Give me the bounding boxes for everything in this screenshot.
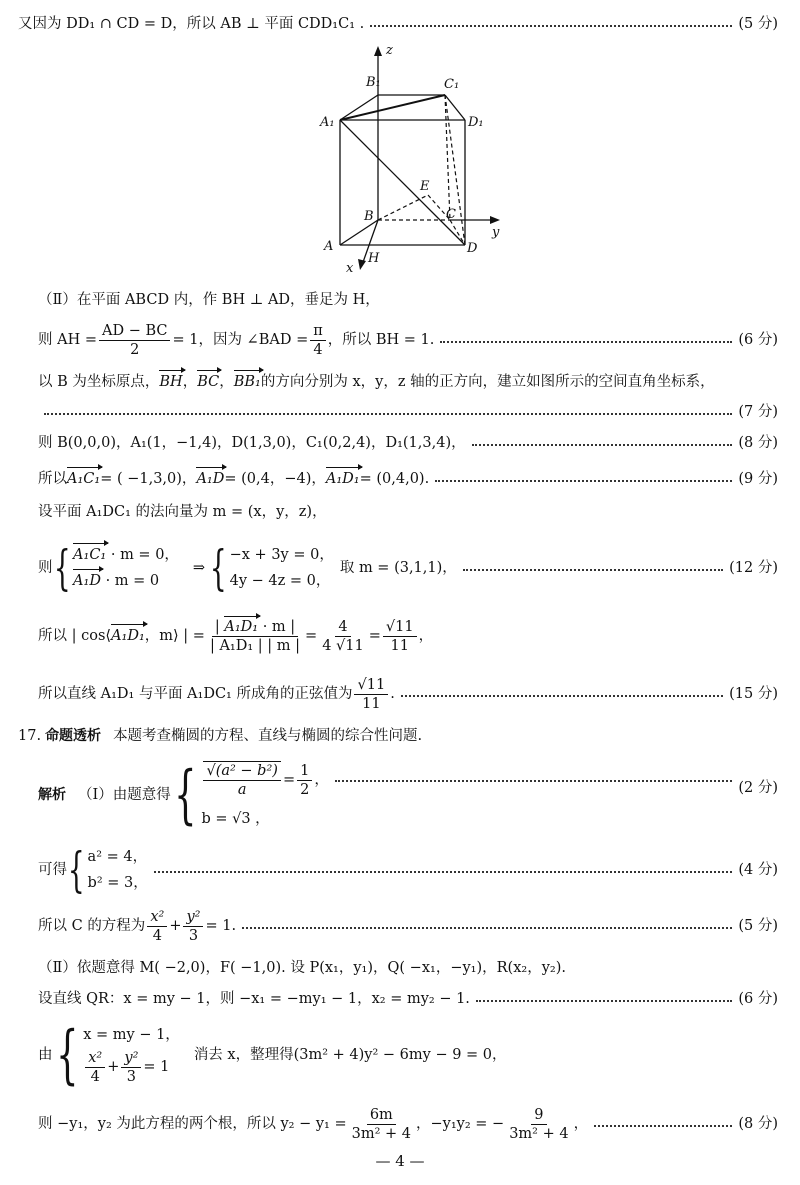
fraction-denominator: 3 (126, 1068, 136, 1085)
fraction-numerator: 9 (531, 1106, 546, 1125)
fraction-denominator: 3m² + 4 (509, 1125, 569, 1142)
line-15-post: = 1. (205, 918, 237, 934)
leader-dots (335, 770, 733, 782)
leader-dots (401, 685, 723, 697)
fraction (349, 1106, 414, 1143)
fraction-numerator: 6m (367, 1106, 396, 1125)
line-17 (38, 989, 778, 1009)
fraction-numerator: √(a² − b²) (203, 761, 280, 781)
label-z: z (386, 43, 393, 58)
line-3-mid: = 1，因为 ∠BAD = (172, 332, 309, 348)
vector-bc: BC (197, 374, 220, 390)
fraction-numerator: √11 (354, 676, 388, 695)
points-label: (9 分) (738, 471, 778, 487)
line-8 (38, 502, 778, 522)
fraction-numerator: π (310, 322, 326, 341)
vector-a1c1: A₁C₁ (67, 471, 101, 487)
label-d1: D₁ (468, 115, 484, 130)
fraction-numerator: AD − BC (99, 322, 170, 341)
equation-system (53, 540, 179, 596)
line-14 (38, 842, 778, 898)
fraction-denominator: 3 (188, 927, 199, 944)
leader-dots (435, 470, 732, 482)
hidden-segment-b-e (378, 195, 428, 220)
fraction (506, 1106, 571, 1143)
vector-a1d1: A₁D₁ (224, 618, 259, 635)
leader-dots (440, 331, 732, 343)
leader-dots (242, 917, 732, 929)
line-18-post: 消去 x，整理得(3m² + 4)y² − 6my − 9 = 0， (193, 1047, 507, 1063)
fraction: $\frac{\text{| A₁D₁ · m |}}{\text{| A₁D₁ | | m |}}$ (207, 618, 303, 655)
line-4-pre: 以 B 为坐标原点， (38, 374, 160, 390)
fraction-numerator: y² (121, 1049, 141, 1068)
label-a1: A₁ (320, 115, 335, 130)
fraction-denominator: 4 (313, 341, 323, 358)
label-e: E (420, 179, 430, 194)
label-b1: B₁ (366, 75, 381, 90)
leader-dots (44, 403, 732, 415)
system-row: x = my − 1， (83, 1026, 180, 1043)
brace-icon: { (173, 758, 197, 832)
points-label: (12 分) (729, 560, 778, 576)
line-2-text: （Ⅱ）在平面 ABCD 内，作 BH ⊥ AD，垂足为 H， (38, 292, 380, 308)
fraction (203, 761, 280, 799)
y-arrow-icon (490, 216, 500, 224)
fraction-numerator: 4 (335, 618, 350, 637)
fraction (297, 762, 312, 799)
fraction (85, 1049, 105, 1086)
vector-a1d1: A₁D₁ (325, 471, 360, 487)
line-3-pre: 则 AH = (38, 332, 97, 348)
line-18 (38, 1020, 778, 1090)
fraction-denominator: | A₁D₁ | | m | (209, 637, 301, 654)
line-5 (38, 402, 778, 422)
segment-a1-c1 (340, 95, 445, 120)
system-row: · m = 0 (105, 573, 160, 589)
implies-arrow: ⇒ (192, 560, 206, 576)
vector-bb1: BB₁ (233, 374, 261, 390)
fraction (121, 1049, 141, 1086)
line-7-t3: = (0,4,0). (359, 471, 430, 487)
line-11-pre: 所以直线 A₁D₁ 与平面 A₁DC₁ 所成角的正弦值为 (38, 686, 353, 702)
line-6 (38, 433, 778, 453)
points-label: (6 分) (738, 991, 778, 1007)
line-4-post: 的方向分别为 x，y，z 轴的正方向，建立如图所示的空间直角坐标系， (260, 374, 715, 390)
equation-system (171, 758, 329, 832)
equals-sign: = (282, 772, 296, 788)
hidden-segment-c1-d (445, 95, 465, 245)
line-11-post: . (390, 686, 395, 702)
section-heading: 解析 (38, 787, 66, 803)
brace-icon: { (209, 540, 227, 596)
z-arrow-icon (374, 46, 382, 56)
points-label: (5 分) (738, 16, 778, 32)
equals-sign: = (368, 628, 381, 644)
points-label: (7 分) (738, 404, 778, 420)
plus-sign: + (107, 1059, 120, 1075)
label-h: H (368, 251, 380, 266)
line-19-mid: ，−y₁y₂ = − (416, 1116, 505, 1132)
leader-dots (370, 15, 732, 27)
brace-icon: { (67, 842, 85, 898)
fraction-denominator: 4 (90, 1068, 100, 1085)
fraction-denominator: 3m² + 4 (351, 1125, 412, 1142)
geometry-figure (310, 40, 520, 275)
line-15-pre: 所以 C 的方程为 (38, 918, 146, 934)
fraction (183, 908, 203, 945)
points-label: (5 分) (738, 918, 778, 934)
system-row: b = √3 ， (201, 811, 270, 827)
equation-system (209, 540, 334, 596)
line-2 (38, 290, 778, 310)
line-19-post: ， (573, 1116, 589, 1132)
equation-system (53, 1018, 180, 1092)
line-7-pre: 所以 (38, 471, 67, 487)
line-13-pre: （Ⅰ）由题意得 (78, 787, 171, 803)
equals-sign: = (305, 628, 318, 644)
section-heading: 命题透析 (45, 728, 102, 744)
line-7-t2: = (0,4，−4)， (224, 471, 326, 487)
line-9 (38, 540, 778, 596)
label-c1: C₁ (444, 77, 460, 92)
line-14-pre: 可得 (38, 862, 67, 878)
vector-a1d1: A₁D₁ (111, 628, 145, 644)
fraction (319, 618, 367, 655)
system-row: a² = 4， (87, 849, 148, 865)
vector-a1d: A₁D (196, 471, 225, 487)
label-d: D (467, 241, 478, 256)
brace-icon: { (55, 1018, 79, 1092)
plus-sign: + (169, 918, 182, 934)
system-row: · m = 0， (110, 547, 179, 563)
leader-dots (463, 559, 723, 571)
leader-dots (472, 434, 733, 446)
equation-system (67, 842, 148, 898)
label-b: B (364, 209, 374, 224)
line-3 (38, 322, 778, 358)
line-1-text: 又因为 DD₁ ∩ CD = D，所以 AB ⊥ 平面 CDD₁C₁ . (18, 16, 365, 32)
fraction (147, 908, 167, 945)
fraction-numerator: x² (85, 1049, 105, 1068)
line-16-text: （Ⅱ）依题意得 M( −2,0)，F( −1,0). 设 P(x₁，y₁)，Q( −x₁，−y₁)，R(x₂，y₂). (38, 960, 566, 976)
leader-dots (154, 861, 733, 873)
fraction (99, 322, 170, 359)
line-4: 以 B 为坐标原点， BH ， BC ， BB₁ 的方向分别为 x，y，z 轴的正方向，建立如图所示的空间直角坐标系， (38, 374, 715, 390)
line-1 (18, 14, 778, 34)
line-10-mid: ，m⟩ | = (144, 628, 205, 644)
x-arrow-icon (358, 259, 366, 270)
fraction-denominator: 11 (362, 695, 381, 712)
line-19-pre: 则 −y₁，y₂ 为此方程的两个根，所以 y₂ − y₁ = (38, 1116, 347, 1132)
points-label: (2 分) (738, 780, 778, 796)
fraction (383, 618, 417, 655)
fraction-denominator: a (237, 782, 247, 798)
line-12-text: 本题考查椭圆的方程、直线与椭圆的综合性问题. (113, 728, 423, 744)
line-3-post: ，所以 BH = 1. (327, 332, 435, 348)
line-15 (38, 906, 778, 946)
line-9-pre: 则 (38, 560, 53, 576)
line-17-text: 设直线 QR：x = my − 1，则 −x₁ = −my₁ − 1，x₂ = my₂ − 1. (38, 991, 470, 1007)
fraction-numerator: 1 (297, 762, 312, 781)
points-label: (8 分) (738, 1116, 778, 1132)
fraction-denominator: 4 (152, 927, 162, 944)
label-a: A (324, 239, 334, 254)
fraction-denominator: 11 (390, 637, 409, 654)
system-row: b² = 3， (87, 875, 148, 891)
line-7-t1: = ( −1,3,0)， (100, 471, 197, 487)
leader-dots (476, 990, 732, 1002)
vector-a1d: A₁D (73, 573, 101, 589)
points-label: (6 分) (738, 332, 778, 348)
line-18-pre: 由 (38, 1047, 53, 1063)
line-10 (38, 614, 778, 658)
fraction-numerator: √11 (383, 618, 417, 637)
problem-17-heading (18, 726, 778, 746)
page-number: — 4 — (375, 1152, 425, 1170)
line-9-post: 取 m = (3,1,1)， (339, 560, 457, 576)
fraction-numerator: y² (183, 908, 203, 927)
fraction-numerator: x² (147, 908, 167, 927)
label-x: x (346, 261, 354, 275)
fraction-denominator: 2 (300, 781, 310, 798)
label-c: C (446, 207, 456, 222)
fraction-numerator: · m | (262, 618, 296, 635)
line-13 (38, 760, 778, 830)
fraction (310, 322, 326, 359)
points-label: (8 分) (738, 435, 778, 451)
line-10-pre: 所以 | cos⟨ (38, 628, 112, 644)
fraction-denominator: 4 √11 (322, 637, 364, 654)
leader-dots (594, 1115, 732, 1127)
line-19 (38, 1104, 778, 1144)
line-16 (38, 958, 778, 978)
system-row-end: = 1 (143, 1059, 170, 1075)
system-row: 4y − 4z = 0， (229, 573, 331, 589)
label-y: y (492, 225, 500, 240)
fraction (354, 676, 388, 713)
line-10-post: ， (418, 628, 434, 644)
line-8-text: 设平面 A₁DC₁ 的法向量为 m = (x，y，z)， (38, 504, 327, 520)
line-11 (38, 674, 778, 714)
system-row-end: ， (314, 772, 329, 788)
fraction-denominator: 2 (130, 341, 140, 358)
hidden-edge-c-c1 (445, 95, 450, 220)
vector-bh: BH (159, 374, 183, 390)
problem-number: 17. (18, 728, 42, 744)
line-7 (38, 469, 778, 489)
system-row: −x + 3y = 0， (229, 547, 334, 563)
brace-icon: { (53, 540, 71, 596)
line-6-text: 则 B(0,0,0)，A₁(1，−1,4)，D(1,3,0)，C₁(0,2,4)，D₁(1,3,4)， (38, 435, 466, 451)
points-label: (15 分) (729, 686, 778, 702)
points-label: (4 分) (738, 862, 778, 878)
vector-a1c1: A₁C₁ (73, 547, 107, 563)
